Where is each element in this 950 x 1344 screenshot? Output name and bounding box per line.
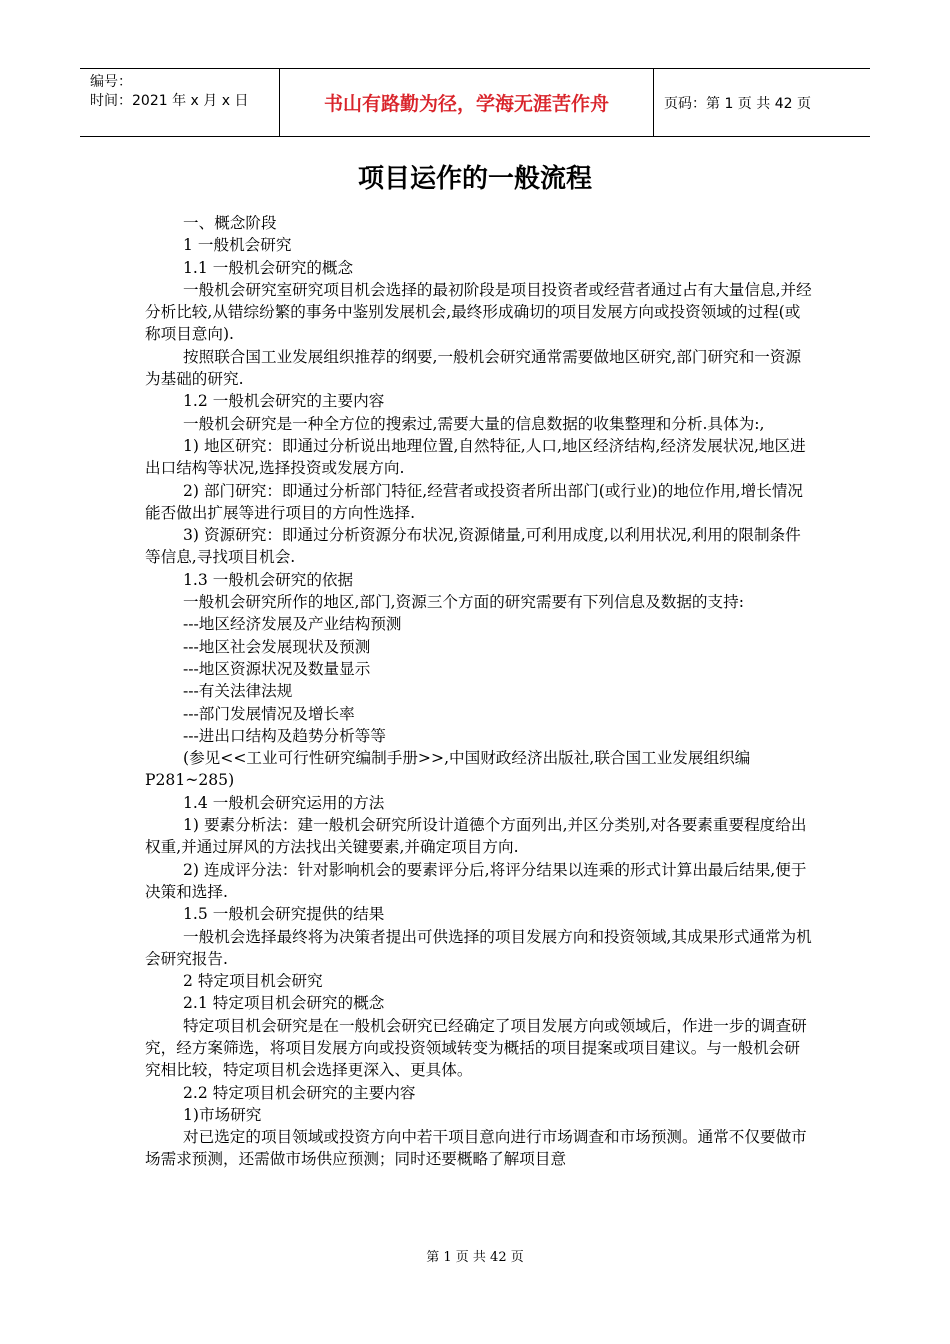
section-heading: 2.1 特定项目机会研究的概念 xyxy=(183,994,385,1013)
list-item: ---地区资源状况及数量显示 xyxy=(183,659,371,678)
list-item: ---有关法律法规 xyxy=(183,682,293,701)
section-heading: 1 一般机会研究 xyxy=(183,236,292,255)
section-heading: 1.1 一般机会研究的概念 xyxy=(183,258,354,277)
list-item: 2) 部门研究：即通过分析部门特征,经营者或投资者所出部门(或行业)的地位作用,增长情况能否做出扩展等进行项目的方向性选择. xyxy=(145,481,804,522)
paragraph: 一般机会研究室研究项目机会选择的最初阶段是项目投资者或经营者通过占有大量信息,并经分析比较,从错综纷繁的事务中鉴别发展机会,最终形成确切的项目发展方向或投资领域的过程(或称项目意向). xyxy=(145,280,812,344)
list-item: ---地区社会发展现状及预测 xyxy=(183,637,371,656)
list-item: ---地区经济发展及产业结构预测 xyxy=(183,615,402,634)
section-heading: 2.2 特定项目机会研究的主要内容 xyxy=(183,1083,416,1102)
header-page-info: 页码：第 1 页 共 42 页 xyxy=(664,95,811,112)
paragraph: 对已选定的项目领域或投资方向中若干项目意向进行市场调查和市场预测。通常不仅要做市场需求预测，还需做市场供应预测；同时还要概略了解项目意 xyxy=(145,1128,807,1169)
header-motto: 书山有路勤为径，学海无涯苦作舟 xyxy=(280,69,654,136)
list-item: 2) 连成评分法：针对影响机会的要素评分后,将评分结果以连乘的形式计算出最后结果,便于决策和选择. xyxy=(145,860,807,901)
list-item: 3) 资源研究：即通过分析资源分布状况,资源储量,可利用成度,以利用状况,利用的限制条件等信息,寻找项目机会. xyxy=(145,526,801,567)
page-footer: 第 1 页 共 42 页 xyxy=(426,1250,524,1265)
list-item: ---部门发展情况及增长率 xyxy=(183,704,355,723)
section-heading: 一、概念阶段 xyxy=(183,214,277,232)
document-time-label: 时间：2021 年 x 月 x 日 xyxy=(90,93,249,109)
document-body xyxy=(145,212,813,1171)
section-heading: 1.2 一般机会研究的主要内容 xyxy=(183,392,385,411)
paragraph: 特定项目机会研究是在一般机会研究已经确定了项目发展方向或领域后，作进一步的调查研究，经方案筛选，将项目发展方向或投资领域转变为概括的项目提案或项目建议。与一般机会研究相比较，特定项目机会选择更深入、更具体。 xyxy=(145,1016,807,1080)
list-item: ---进出口结构及趋势分析等等 xyxy=(183,726,386,745)
section-heading: 2 特定项目机会研究 xyxy=(183,972,323,991)
section-heading: 1.5 一般机会研究提供的结果 xyxy=(183,905,385,924)
page-header xyxy=(80,68,870,137)
paragraph: 一般机会研究所作的地区,部门,资源三个方面的研究需要有下列信息及数据的支持: xyxy=(183,593,744,612)
section-heading: 1.3 一般机会研究的依据 xyxy=(183,570,354,589)
paragraph: 一般机会研究是一种全方位的搜索过,需要大量的信息数据的收集整理和分析.具体为:, xyxy=(183,414,765,433)
list-item: 1) 要素分析法：建一般机会研究所设计道德个方面列出,并区分类别,对各要素重要程度给出权重,并通过屏风的方法找出关键要素,并确定项目方向. xyxy=(145,816,807,857)
paragraph: 一般机会选择最终将为决策者提出可供选择的项目发展方向和投资领域,其成果形式通常为机会研究报告. xyxy=(145,927,812,968)
section-heading: 1.4 一般机会研究运用的方法 xyxy=(183,793,385,812)
header-meta xyxy=(80,69,280,136)
document-number-label: 编号： xyxy=(90,74,132,90)
section-heading: 1)市场研究 xyxy=(183,1105,262,1124)
paragraph: 按照联合国工业发展组织推荐的纲要,一般机会研究通常需要做地区研究,部门研究和一资源为基础的研究. xyxy=(145,347,802,389)
list-item: 1) 地区研究：即通过分析说出地理位置,自然特征,人口,地区经济结构,经济发展状况,地区进出口结构等状况,选择投资或发展方向. xyxy=(145,436,806,478)
document-title: 项目运作的一般流程 xyxy=(357,164,592,194)
reference-note: (参见<<工业可行性研究编制手册>>,中国财政经济出版社,联合国工业发展组织编 P281~285) xyxy=(145,749,751,790)
